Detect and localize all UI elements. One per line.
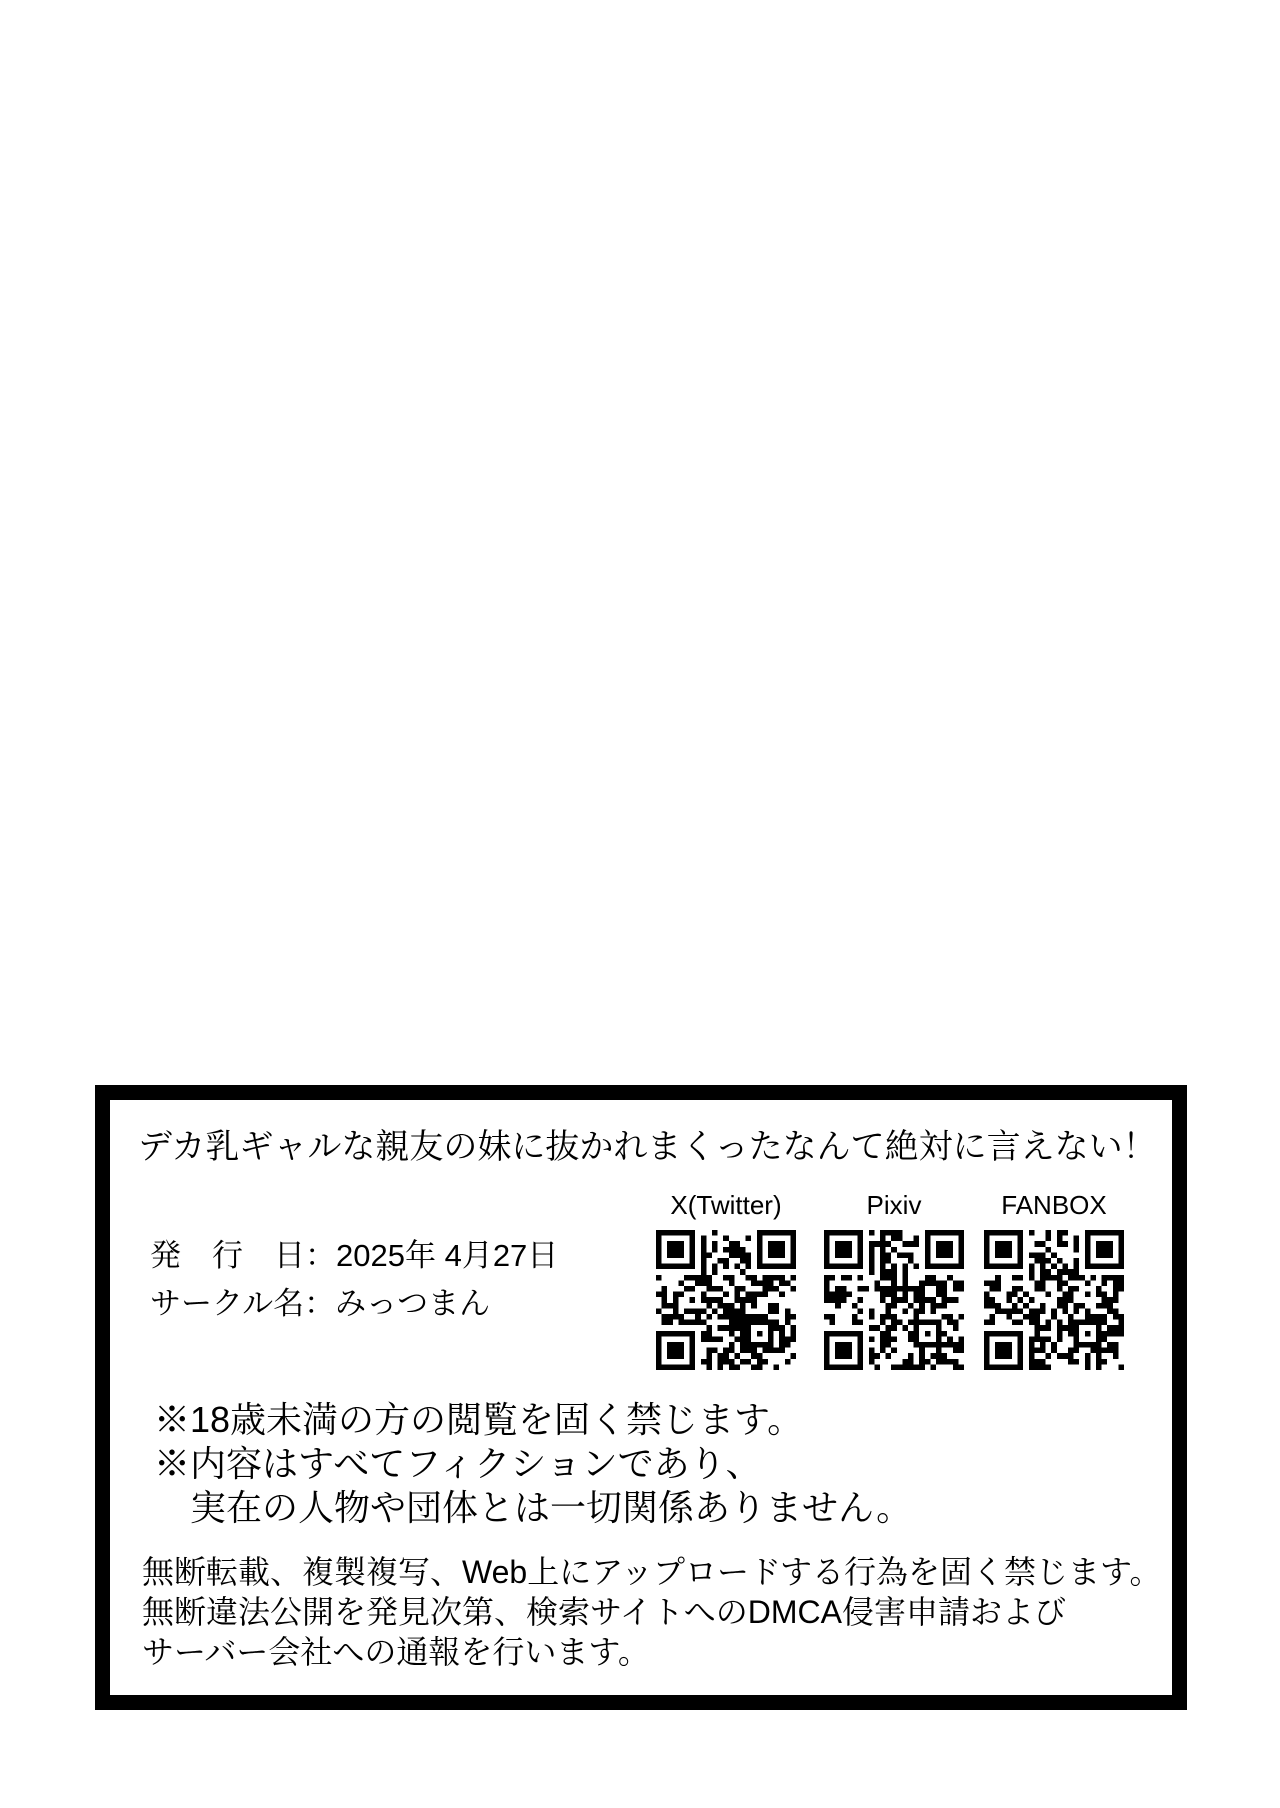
qr-label-fanbox: FANBOX [1001, 1190, 1107, 1220]
qr-code-x-twitter [656, 1230, 796, 1370]
fiction-disclaimer: ※内容はすべてフィクションであり、 [154, 1443, 762, 1484]
colophon-box [95, 1085, 1187, 1710]
qr-group-pixiv [824, 1188, 964, 1370]
qr-label-x-twitter: X(Twitter) [670, 1190, 782, 1220]
qr-code-fanbox [984, 1230, 1124, 1370]
copyright-block [142, 1552, 1161, 1672]
fiction-disclaimer-continued: 実在の人物や団体とは一切関係ありません。 [154, 1487, 913, 1528]
qr-code-pixiv [824, 1230, 964, 1370]
no-reproduction-notice: 無断転載、複製複写、Web上にアップロードする行為を固く禁じます。 [142, 1554, 1162, 1590]
age-restriction-notice: ※18歳未満の方の閲覧を固く禁じます。 [154, 1399, 804, 1440]
qr-label-pixiv: Pixiv [866, 1190, 922, 1220]
qr-group-x-twitter [656, 1188, 796, 1370]
publication-date: 発 行 日：2025年 4月27日 [150, 1238, 559, 1273]
doujin-title: デカ乳ギャルな親友の妹に抜かれまくったなんて絶対に言えない！ [138, 1128, 1157, 1166]
circle-name: サークル名：みっつまん [150, 1286, 491, 1321]
disclaimer-block [154, 1398, 912, 1530]
qr-group-fanbox [984, 1188, 1124, 1370]
report-notice: サーバー会社への通報を行います。 [142, 1634, 650, 1670]
publication-info [150, 1232, 558, 1328]
dmca-notice: 無断違法公開を発見次第、検索サイトへのDMCA侵害申請および [142, 1594, 1066, 1630]
